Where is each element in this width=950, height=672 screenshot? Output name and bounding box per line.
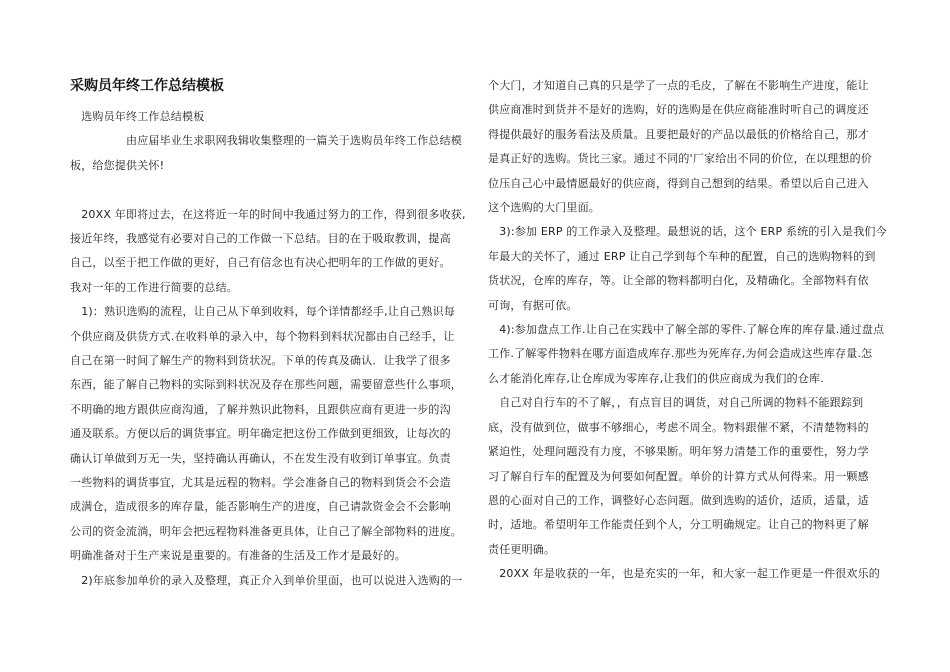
text-line: 自己，以至于把工作做的更好，自己有信念也有决心把明年的工作做的更好。 xyxy=(70,256,451,270)
text-line: 自己对自行车的不了解，，有点盲目的调货，对自己所调的物料不能跟踪到 xyxy=(488,396,864,410)
text-line: 20XX 年即将过去，在这将近一年的时间中我通过努力的工作，得到很多收获, xyxy=(70,207,466,221)
text-line: 个供应商及供货方式.在收料单的录入中，每个物料到料状况都由自己经手，让 xyxy=(70,329,455,343)
text-line: 得提供最好的服务看法及质量。且要把最好的产品以最低的价格给自己，那才 xyxy=(488,127,869,141)
text-line: 责任更明确。 xyxy=(488,542,556,556)
text-line: 成满仓，造成很多的库存量，能否影响生产的进度，自己请款资金会不会影响 xyxy=(70,500,451,514)
text-line: 是真正好的选购。货比三家。通过不同的'厂家给出不同的价位，在以理想的价 xyxy=(488,152,873,166)
document-title: 采购员年终工作总结模板 xyxy=(70,78,224,94)
text-line: 紧迫性，处理问题没有力度，不够果断。明年努力清楚工作的重要性，努力学 xyxy=(488,445,869,459)
text-line: 么才能消化库存,让仓库成为零库存,让我们的供应商成为我们的仓库. xyxy=(488,371,824,385)
text-line: 由应届毕业生求职网我辑收集整理的一篇关于选购员年终工作总结模 xyxy=(70,134,462,148)
text-line: 一些物料的调货事宜，尤其是远程的物料。学会准备自己的物料到货会不会造 xyxy=(70,476,451,490)
text-line: 自己在第一时间了解生产的物料到货状况。下单的传真及确认．让我学了很多 xyxy=(70,354,451,368)
text-line: 选购员年终工作总结模板 xyxy=(70,110,205,123)
text-line: 时，适地。希望明年工作能责任到个人，分工明确规定。让自己的物料更了解 xyxy=(488,518,869,532)
text-line: 东西，能了解自己物料的实际到料状况及存在那些问题，需要留意些什么事项， xyxy=(70,378,462,392)
text-line: 确认订单做到万无一失，坚持确认再确认，不在发生没有收到订单事宜。负责 xyxy=(70,451,451,465)
text-line: 个大门，才知道自己真的只是学了一点的毛皮，了解在不影响生产进度，能让 xyxy=(488,79,869,92)
text-line: 位压自己心中最情愿最好的供应商，得到自己想到的结果。希望以后自己进入 xyxy=(488,176,869,190)
text-line: 20XX 年是收获的一年，也是充实的一年，和大家一起工作更是一件很欢乐的 xyxy=(488,567,880,581)
text-line: 可询，有据可依。 xyxy=(488,298,578,312)
text-line: 年最大的关怀了，通过 ERP 让自己学到每个车种的配置，自己的选购物料的到 xyxy=(488,249,876,263)
text-line: 底，没有做到位，做事不够细心，考虑不周全。物料跟催不紧，不清楚物料的 xyxy=(488,420,869,434)
text-line: 板，给您提供关怀! xyxy=(70,158,165,172)
text-line: 供应商准时到货并不是好的选购，好的选购是在供应商能准时听自己的调度还 xyxy=(488,103,869,117)
text-line: 3):参加 ERP 的工作录入及整理。最想说的话，这个 ERP 系统的引入是我们今 xyxy=(488,225,887,239)
text-line xyxy=(70,178,470,202)
text-line: 2)年底参加单价的录入及整理，真正介入到单价里面，也可以说进入选购的一 xyxy=(70,573,463,587)
text-line: 我对一年的工作进行简要的总结。 xyxy=(70,280,238,294)
text-line: 4):参加盘点工作.让自己在实践中了解全部的零件.了解仓库的库存量.通过盘点 xyxy=(488,323,885,337)
text-line: 1)：熟识选购的流程，让自己从下单到收料，每个详情都经手,让自己熟识每 xyxy=(70,305,455,319)
left-column xyxy=(70,105,470,593)
text-line: 这个选购的大门里面。 xyxy=(488,201,600,215)
text-line: 货状况，仓库的库存，等。让全部的物料都明白化，及精确化。全部物料有依 xyxy=(488,274,869,288)
text-line: 明确准备对于生产来说是重要的。有准备的生活及工作才是最好的。 xyxy=(70,549,406,563)
text-line: 习了解自行车的配置及为何要如何配置。单价的计算方式从何得来。用一颗感 xyxy=(488,469,869,483)
text-line: 公司的资金流淌，明年会把远程物料准备更具体，让自己了解全部物料的进度。 xyxy=(70,524,462,538)
right-column xyxy=(488,74,887,587)
text-line: 接近年终，我感觉有必要对自己的工作做一下总结。目的在于吸取教训，提高 xyxy=(70,232,451,246)
text-line: 通及联系。方便以后的调货事宜。明年确定把这份工作做到更细致，让每次的 xyxy=(70,427,451,441)
text-line: 恩的心面对自己的工作，调整好心态问题。做到选购的适价，适质，适量，适 xyxy=(488,493,869,507)
text-line: 不明确的地方跟供应商沟通，了解并熟识此物料，且跟供应商有更进一步的沟 xyxy=(70,402,451,416)
text-line: 工作.了解零件物料在哪方面造成库存.那些为死库存,为何会造成这些库存量.怎 xyxy=(488,347,873,361)
